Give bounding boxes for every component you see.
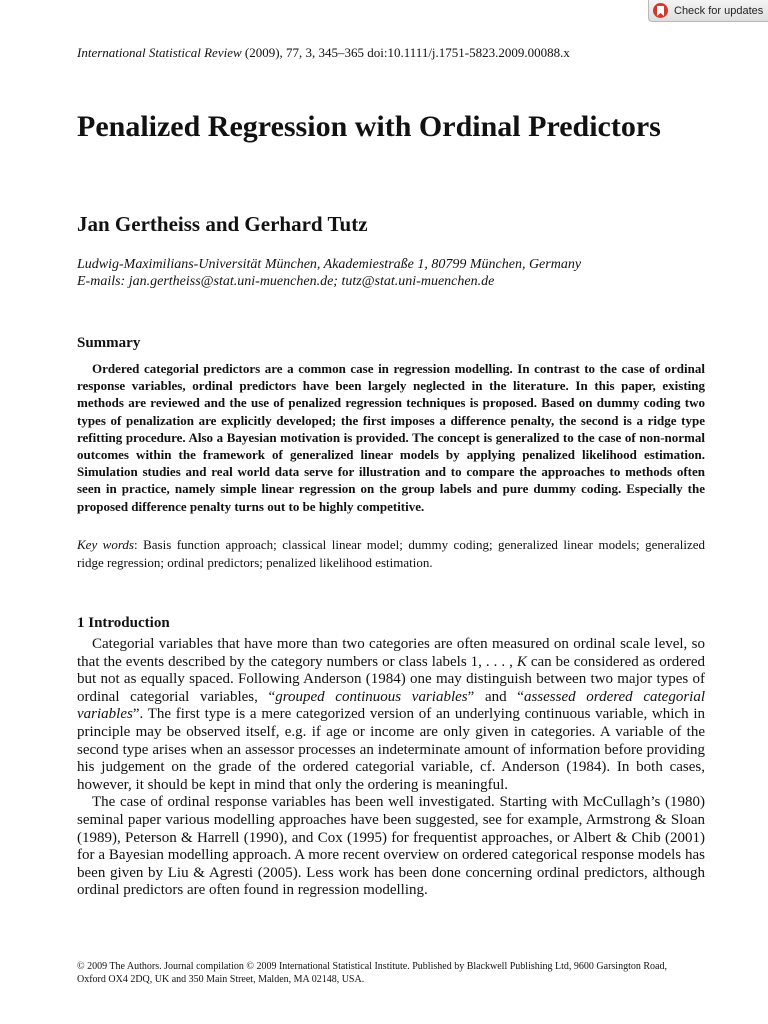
- emails: E-mails: jan.gertheiss@stat.uni-muenchen.de; tutz@stat.uni-muenchen.de: [77, 274, 495, 289]
- keywords: [77, 536, 705, 571]
- footer-line-1: © 2009 The Authors. Journal compilation © 2009 International Statistical Institute. Published by Blackwell Publishing Ltd, 9600 Garsington Road,: [77, 961, 667, 972]
- keywords-label: Key words: [77, 537, 134, 552]
- footer-line-2: Oxford OX4 2DQ, UK and 350 Main Street, Malden, MA 02148, USA.: [77, 973, 365, 985]
- intro-p1-symbol-k: K: [516, 653, 527, 670]
- journal-citation: [77, 45, 570, 61]
- bookmark-ribbon-icon: [653, 3, 668, 18]
- journal-name: International Statistical Review: [77, 45, 242, 60]
- section-heading-introduction: 1 Introduction: [77, 615, 170, 631]
- check-for-updates-button[interactable]: [648, 0, 768, 22]
- introduction-body: [77, 636, 705, 900]
- authors: Jan Gertheiss and Gerhard Tutz: [77, 212, 368, 236]
- intro-p1-text-a: Categorial variables that have more than two categories are often measured on ordinal scale level, so that the events described by the category numbers or class labels 1, . . . ,: [77, 636, 705, 670]
- check-for-updates-label: Check for updates: [674, 4, 764, 17]
- intro-p1-text-d: ”. The first type is a mere categorized version of an underlying continuous variable, which in principle may be observed itself, e.g. if age or income are only given in categories. A variable of the second type arises when an assessor processes an indeterminate amount of information before providing his judgement on the grade of the ordered categorial variable, cf. Anderson (1984). In both cases, however, it should be kept in mind that only the ordering is meaningful.: [77, 706, 705, 793]
- copyright-footer: [77, 961, 705, 986]
- intro-paragraph-2: The case of ordinal response variables has been well investigated. Starting with McCullagh’s (1980) seminal paper various modelling approaches have been suggested, see for example, Armstrong & Sloan (1989), Peterson & Harrell (1990), and Cox (1995) for frequentist approaches, or Albert & Chib (2001) for a Bayesian modelling approach. A more recent overview on ordered categorical response models has been given by Liu & Agresti (2005). Less work has been done concerning ordinal predictors, although ordinal predictors are often found in regression modelling.: [77, 794, 705, 899]
- intro-p1-term-assessed: assessed ordered categorial variables: [77, 688, 705, 723]
- intro-paragraph-1: [77, 636, 705, 794]
- citation-details: (2009), 77, 3, 345–365 doi:10.1111/j.1751-5823.2009.00088.x: [241, 45, 570, 60]
- affiliation: Ludwig-Maximilians-Universität München, Akademiestraße 1, 80799 München, Germany: [77, 257, 582, 272]
- affiliation-block: [77, 256, 717, 290]
- keywords-text: : Basis function approach; classical linear model; dummy coding; generalized linear models; generalized ridge regression; ordinal predictors; penalized likelihood estimation.: [77, 537, 705, 570]
- paper-title: Penalized Regression with Ordinal Predictors: [77, 110, 661, 143]
- intro-p1-text-c: ” and “: [467, 688, 524, 705]
- summary-heading: Summary: [77, 335, 141, 351]
- intro-p1-text-b: can be considered as ordered but not as equally spaced. Following Anderson (1984) one may distinguish between two major types of ordinal categorial variables, “: [77, 653, 705, 705]
- summary-text: Ordered categorial predictors are a common case in regression modelling. In contrast to the case of ordinal response variables, ordinal predictors have been largely neglected in the literature. In this paper, existing methods are reviewed and the use of penalized regression techniques is proposed. Based on dummy coding two types of penalization are explicitly developed; the first imposes a difference penalty, the second is a ridge type refitting procedure. Also a Bayesian motivation is provided. The concept is generalized to the case of non-normal outcomes within the framework of generalized linear models by applying penalized likelihood estimation. Simulation studies and real world data serve for illustration and to compare the approaches to methods often seen in practice, namely simple linear regression on the group labels and pure dummy coding. Especially the proposed difference penalty turns out to be highly competitive.: [77, 361, 705, 514]
- intro-p1-term-grouped: grouped continuous variables: [275, 688, 468, 705]
